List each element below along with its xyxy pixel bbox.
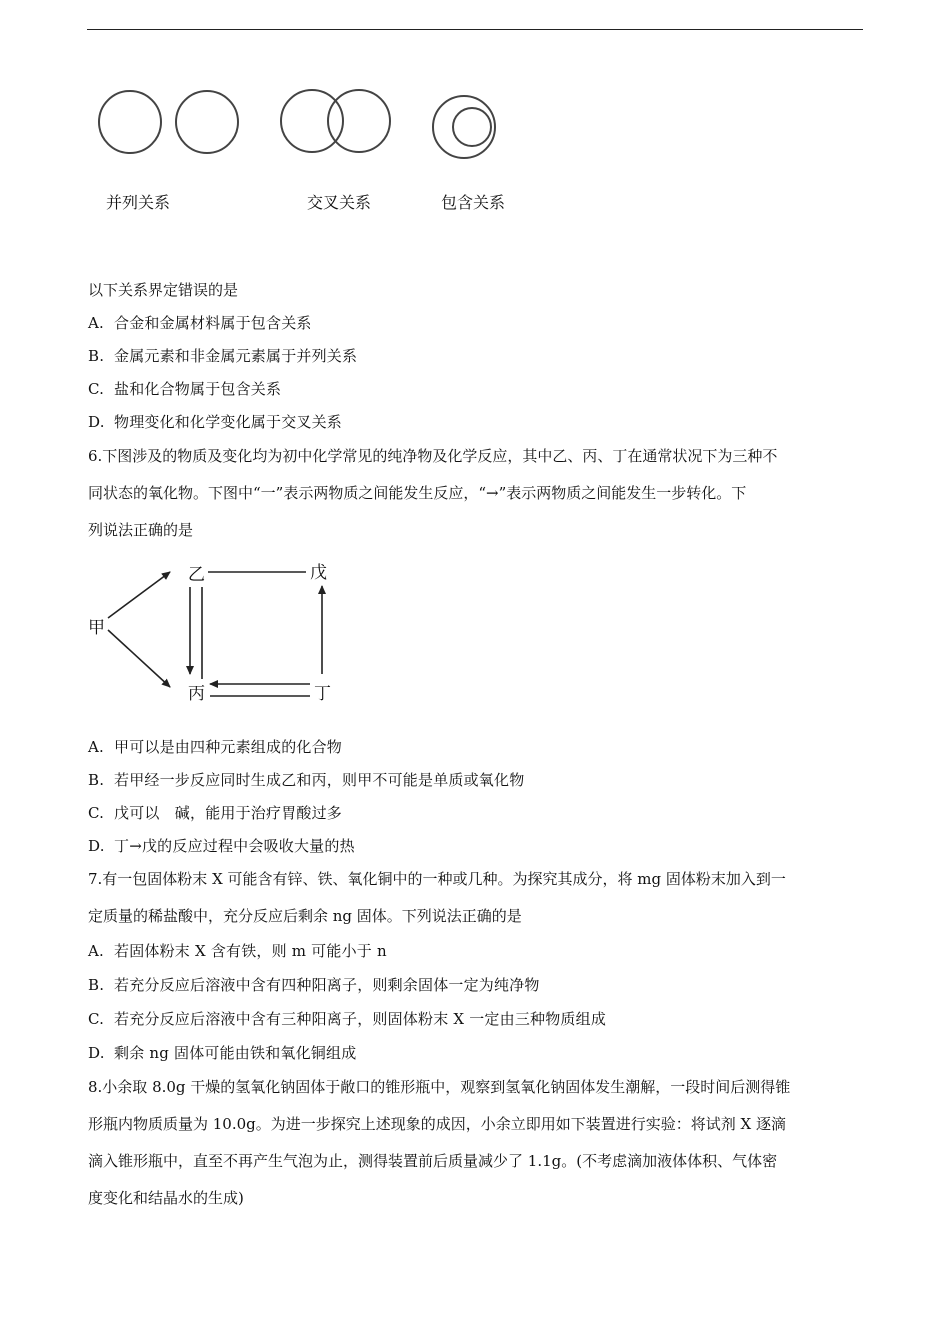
parallel-relation-figure: [99, 91, 238, 153]
option-text: 合金和金属材料属于包含关系: [114, 314, 312, 332]
option-text: 盐和化合物属于包含关系: [114, 380, 282, 398]
q5-option-b: [88, 349, 357, 364]
q7-stem-line-1: 7.有一包固体粉末 X 可能含有锌、铁、氧化铜中的一种或几种。为探究其成分，将 mg 固体粉末加入到一: [88, 870, 786, 888]
option-key: C.: [88, 380, 105, 398]
option-key: A.: [88, 942, 105, 960]
arrow-jia-to-bing: [108, 630, 170, 687]
reaction-diagram: [84, 556, 344, 716]
q8-stem-line-1: 8.小余取 8.0g 干燥的氢氧化钠固体于敞口的锥形瓶中，观察到氢氧化钠固体发生潮解，一段时间后测得锥: [88, 1078, 791, 1096]
option-text: 若充分反应后溶液中含有四种阳离子，则剩余固体一定为纯净物: [114, 976, 540, 994]
intersect-circle-left: [281, 90, 343, 152]
q5-option-c: [88, 382, 281, 397]
q6-option-b: [88, 773, 524, 788]
q8-stem-line-4: 度变化和结晶水的生成): [88, 1189, 244, 1207]
q7-option-b: [88, 978, 540, 993]
relation-diagrams: [88, 80, 518, 170]
parallel-circle-right: [176, 91, 238, 153]
option-key: C.: [88, 1010, 105, 1028]
header-rule: [87, 29, 863, 30]
contain-relation-figure: [433, 96, 495, 158]
q5-option-d: [88, 415, 342, 430]
q7-option-d: [88, 1046, 356, 1061]
option-text: 戊可以 碱，能用于治疗胃酸过多: [114, 804, 343, 822]
option-key: A.: [88, 738, 105, 756]
option-key: A.: [88, 314, 105, 332]
option-text: 甲可以是由四种元素组成的化合物: [114, 738, 343, 756]
q5-stem: 以下关系界定错误的是: [88, 281, 239, 299]
intersect-circle-right: [328, 90, 390, 152]
option-key: D.: [88, 1044, 105, 1062]
option-text: 丁→戊的反应过程中会吸收大量的热: [114, 837, 355, 855]
q6-option-d: [88, 839, 355, 854]
option-text: 若充分反应后溶液中含有三种阳离子，则固体粉末 X 一定由三种物质组成: [114, 1010, 607, 1028]
q6-stem-line-3: 列说法正确的是: [88, 521, 194, 539]
q7-option-a: [88, 944, 387, 959]
contain-circle-inner: [453, 108, 491, 146]
q6-option-a: [88, 740, 342, 755]
option-text: 若固体粉末 X 含有铁，则 m 可能小于 n: [114, 942, 387, 960]
node-bing: 丙: [188, 684, 205, 704]
q6-option-c: [88, 806, 342, 821]
intersect-relation-label: 交叉关系: [307, 193, 372, 212]
option-text: 物理变化和化学变化属于交叉关系: [114, 413, 343, 431]
option-key: B.: [88, 976, 105, 994]
parallel-circle-left: [99, 91, 161, 153]
q5-option-a: [88, 316, 312, 331]
q6-stem-line-1: 6.下图涉及的物质及变化均为初中化学常见的纯净物及化学反应，其中乙、丙、丁在通常状况下为三种不: [88, 447, 778, 465]
q6-stem-line-2: 同状态的氧化物。下图中“一”表示两物质之间能发生反应，“→”表示两物质之间能发生一步转化。下: [88, 484, 747, 502]
option-text: 若甲经一步反应同时生成乙和丙，则甲不可能是单质或氧化物: [114, 771, 525, 789]
parallel-relation-label: 并列关系: [106, 193, 171, 212]
q7-stem-line-2: 定质量的稀盐酸中，充分反应后剩余 ng 固体。下列说法正确的是: [88, 907, 522, 925]
option-key: B.: [88, 347, 105, 365]
q8-stem-line-2: 形瓶内物质质量为 10.0g。为进一步探究上述现象的成因，小余立即用如下装置进行实验：将试剂 X 逐滴: [88, 1115, 786, 1133]
option-key: C.: [88, 804, 105, 822]
option-key: D.: [88, 413, 105, 431]
node-jia: 甲: [88, 618, 105, 638]
option-key: B.: [88, 771, 105, 789]
node-yi: 乙: [188, 565, 205, 585]
node-wu: 戊: [310, 563, 327, 583]
option-text: 金属元素和非金属元素属于并列关系: [114, 347, 358, 365]
node-ding: 丁: [314, 684, 331, 704]
intersect-relation-figure: [281, 90, 390, 152]
contain-relation-label: 包含关系: [441, 193, 506, 212]
option-key: D.: [88, 837, 105, 855]
option-text: 剩余 ng 固体可能由铁和氧化铜组成: [114, 1044, 357, 1062]
q8-stem-line-3: 滴入锥形瓶中，直至不再产生气泡为止，测得装置前后质量减少了 1.1g。(不考虑滴加液体体积、气体密: [88, 1152, 778, 1170]
contain-circle-outer: [433, 96, 495, 158]
q7-option-c: [88, 1012, 606, 1027]
arrow-jia-to-yi: [108, 572, 170, 618]
